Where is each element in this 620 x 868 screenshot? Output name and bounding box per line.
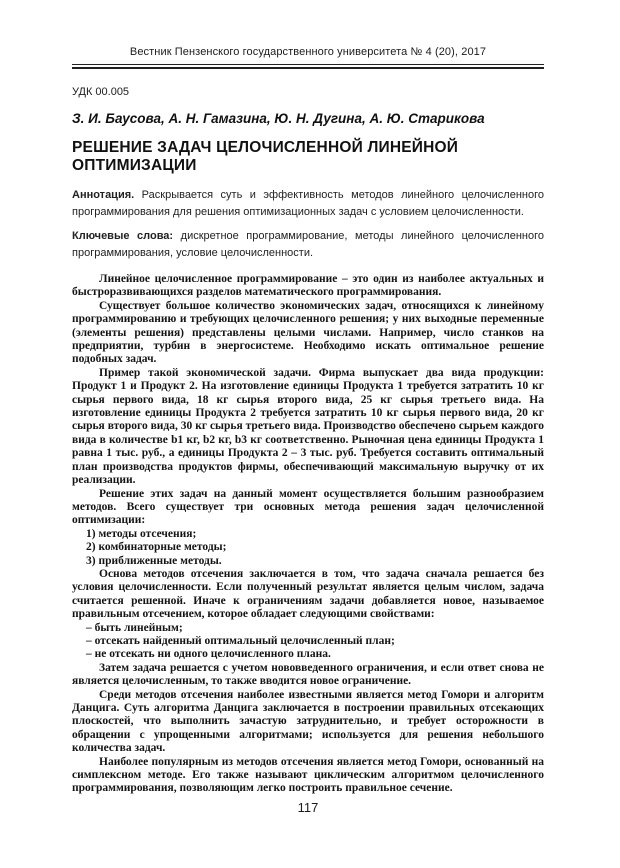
abstract-block bbox=[72, 187, 544, 220]
page-content bbox=[72, 0, 544, 796]
udc-code: УДК 00.005 bbox=[72, 86, 130, 98]
abstract-label: Аннотация. bbox=[72, 189, 135, 201]
page-number: 117 bbox=[297, 800, 319, 815]
article-paragraph: Пример такой экономической задачи. Фирма выпускает два вида продукции: Продукт 1 и Продукт 2. На изготовление единицы Продукта 1 требуется затратить 10 кг сырья первого вида, 18 кг сырья второго вида, 25 кг сырья третьего вида. На изготовление единицы Продукта 2 требуется затратить 10 кг сырья первого вида, 20 кг сырья второго вида, 30 кг сырья третьего вида. Производство обеспечено сырьем каждого вида в количестве b1 кг, b2 кг, b3 кг соответственно. Рыночная цена единицы Продукта 1 равна 1 тыс. руб., а единицы Продукта 2 – 3 тыс. руб. Требуется составить оптимальный план производства продуктов фирмы, обеспечивающий максимальную выручку от их реализации. bbox=[72, 366, 544, 487]
article-paragraph: Затем задача решается с учетом нововведенного ограничения, и если ответ снова не является целочисленным, то также вводится новое ограничение. bbox=[72, 661, 544, 688]
header-double-rule bbox=[72, 64, 544, 69]
article-list-item: 1) методы отсечения; bbox=[86, 527, 197, 540]
article-list-item: – быть линейным; bbox=[86, 621, 183, 634]
article-paragraph: Линейное целочисленное программирование – это один из наиболее актуальных и быстроразвивающихся разделов математического программирования. bbox=[72, 273, 544, 299]
journal-running-head: Вестник Пензенского государственного университета № 4 (20), 2017 bbox=[129, 46, 487, 58]
article-paragraph: Среди методов отсечения наиболее известными является метод Гомори и алгоритм Данцига. Суть алгоритма Данцига заключается в построении правильных отсекающих плоскостей, что выполнить зачастую затруднительно, и требует осторожности в обращении с упрощенными алгоритмами; используется для решения небольшого количества задач. bbox=[72, 688, 544, 755]
article-body bbox=[72, 273, 544, 796]
keywords-text: дискретное программирование, методы линейного целочисленного программирования, условие целочисленности. bbox=[72, 230, 544, 259]
article-list-item: – не отсекать ни одного целочисленного плана. bbox=[86, 648, 331, 661]
article-list-item: 3) приближенные методы. bbox=[86, 554, 222, 567]
authors-line: З. И. Баусова, А. Н. Гамазина, Ю. Н. Дугина, А. Ю. Старикова bbox=[72, 111, 485, 126]
abstract-text: Раскрывается суть и эффективность методов линейного целочисленного программирования для решения оптимизационных задач с условием целочисленности. bbox=[72, 189, 544, 218]
article-paragraph: Наиболее популярным из методов отсечения является метод Гомори, основанный на симплексном методе. Его также называют циклическим алгоритмом целочисленного программирования, позволяющим легко построить правильное сечение. bbox=[72, 755, 544, 795]
article-paragraph: Решение этих задач на данный момент осуществляется большим разнообразием методов. Всего существует три основных метода решения задач целочисленной оптимизации: bbox=[72, 487, 544, 527]
article-list-item: 2) комбинаторные методы; bbox=[86, 541, 227, 554]
keywords-block bbox=[72, 228, 544, 261]
article-paragraph: Основа методов отсечения заключается в том, что задача сначала решается без условия целочисленности. Если полученный результат является целым числом, задача считается решенной. Иначе к ограничениям задачи добавляется новое, называемое правильным отсечением, которое обладает следующими свойствами: bbox=[72, 567, 544, 621]
article-paragraph: Существует большое количество экономических задач, относящихся к линейному программированию и требующих целочисленного решения; у них выходные переменные (элементы решения) представлены целыми числами. Например, число станков на предприятии, турбин в энергосистеме. Необходимо искать оптимальное решение подобных задач. bbox=[72, 299, 544, 366]
article-list-item: – отсекать найденный оптимальный целочисленный план; bbox=[86, 634, 395, 647]
keywords-label: Ключевые слова: bbox=[72, 230, 174, 242]
article-title: РЕШЕНИЕ ЗАДАЧ ЦЕЛОЧИСЛЕННОЙ ЛИНЕЙНОЙ ОПТИМИЗАЦИИ bbox=[72, 139, 459, 174]
